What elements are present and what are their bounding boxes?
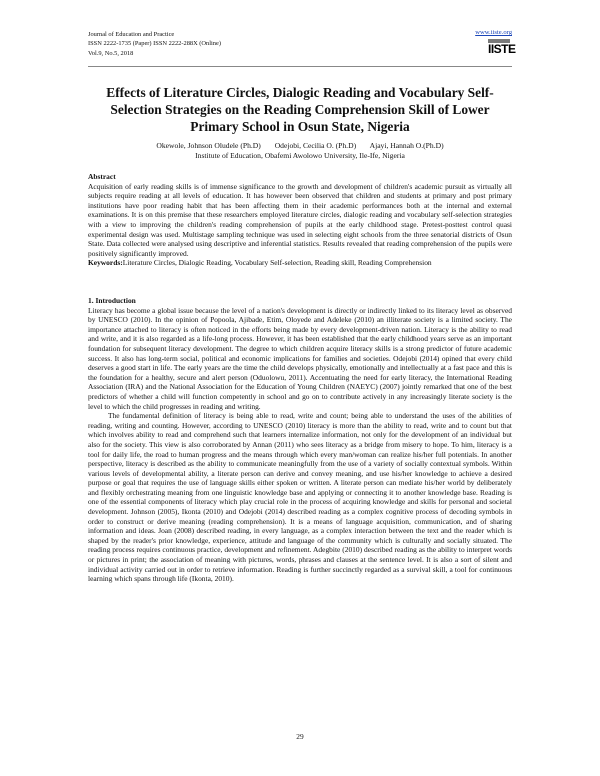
logo-text: IISTE [488, 42, 516, 56]
keywords-line [88, 258, 512, 268]
intro-paragraph-2: The fundamental definition of literacy is being able to read, write and count; being able to understand the uses of the abilities of reading, writing and counting. However, according to UNESCO (2010) literacy is more than the ability to read, write and to count but that which involves ability to read and comprehend such that learners internalize information, not only for the development of an individual but also for the society. This view is also corroborated by Annan (2011) who sees literacy as a bridge from misery to hope. To him, literacy is a tool for daily life, the road to human progress and the means through which every man/woman can realize his/her full potentials. In another perspective, literacy is described as the ability to communicate meaningfully from the use of a variety of socially contextual symbols. Within various levels of developmental ability, a literate person can derive and convey meaning, and use his/her knowledge to achieve a desired purpose or goal that requires the use of language skills either spoken or written. A literate person can mediate his/her world by deliberately and flexibly orchestrating meaning from one linguistic knowledge base and applying or connecting it to another knowledge base. Reading is one of the essential components of literacy which play crucial role in the process of acquiring knowledge and skills for personal and societal development. Johnson (2005), Ikonta (2010) and Odejobi (2014) described reading as a complex cognitive process of decoding symbols in order to construct or derive meaning (reading comprehension). It is a means of language acquisition, communication, and of sharing information and ideas. Joan (2008) described reading, in every language, as a complex interaction between the text and the reader which is shaped by the reader's prior knowledge, experience, attitude and language of the community which is culturally and socially situated. The reading process requires continuous practice, development and refinement. Adegbite (2010) described reading as the ability to interpret words or pictures in print; the association of meaning with pictures, words, phrases and clauses at the sentence level. It is also a sort of silent and individual activity carried out in order to retrieve information. Reading is further succinctly regarded as a survival skill, a tool for continuous learning which spans through life (Ikonta, 2010). [88, 411, 512, 584]
journal-name: Journal of Education and Practice [88, 31, 175, 38]
abstract-heading: Abstract [88, 172, 116, 181]
journal-website-link[interactable]: www.iiste.org [475, 29, 512, 36]
keywords-label: Keywords: [88, 258, 123, 268]
iiste-logo [488, 39, 516, 57]
introduction-heading: 1. Introduction [88, 296, 136, 305]
author-block [88, 141, 512, 161]
author-2: Odejobi, Cecilia O. (Ph.D) [274, 141, 357, 150]
paper-title: Effects of Literature Circles, Dialogic Reading and Vocabulary Self-Selection Strategies on the Reading Comprehension Skill of Lower Primary School in Osun State, Nigeria [106, 85, 494, 134]
header-divider [88, 66, 512, 67]
journal-header [88, 30, 221, 58]
abstract-text: Acquisition of early reading skills is of immense significance to the growth and development of children's academic pursuit as virtually all subjects require reading at all levels of education. It has however been observed that children and students at primary and post primary institutions have poor reading habit that has been affecting them in their academic performances both at the internal and external examinations. It is on this premise that these researchers employed literature circles, dialogic reading and vocabulary self-selection strategies with a view to improving the children's reading comprehension of pupils at the early childhood stage. Pretest-posttest control quasi experimental design was used. Multistage sampling technique was used in selecting eight schools from the three senatorial districts of Osun State. Data collected were analysed using descriptive and inferential statistics. Results revealed that reading comprehension of the pupils were positively significantly improved. [88, 181, 512, 258]
journal-volume: Vol.9, No.5, 2018 [88, 49, 134, 57]
page-number: 29 [296, 732, 304, 741]
journal-issn: ISSN 2222-1735 (Paper) ISSN 2222-288X (Online) [88, 40, 221, 48]
intro-paragraph-1: Literacy has become a global issue because the level of a nation's development is directly or indirectly linked to its literacy level as observed by UNESCO (2010). In the opinion of Popoola, Ajibade, Etim, Oloyede and Adeleke (2010) an illiterate society is a limited society. The importance attached to literacy is often noticed in the efforts being made by every development-driven nation. Literacy is the ability to read and write, and it is also regarded as a life-long process. However, it has been established that the early childhood years serve as an important foundation for subsequent literacy development. The degree to which children acquire literacy skills is a strong predictor of future academic success. It also has long-term social, political and economic implications for families and societies. Odejobi (2014) opined that every child deserves a good start in life. The early years are the time the child develops physically, emotionally and intellectually at a fast pace and this is the foundation for a healthy, secure and alert person (Oduolowu, 2011). Accentuating the need for early literacy, the International Reading Association (IRA) and the National Association for the Education of Young Children (NAEYC) (2007) jointly remarked that one of the best predictors of whether a child will function competently in school and go on to contribute actively in any increasingly literate society is the level to which the child progresses in reading and writing. [88, 305, 512, 411]
abstract-section [88, 172, 512, 268]
author-1: Okewole, Johnson Oludele (Ph.D) [156, 141, 261, 150]
author-3: Ajayi, Hannah O.(Ph.D) [369, 141, 444, 150]
introduction-section [88, 296, 512, 584]
keywords-text: Literature Circles, Dialogic Reading, Vocabulary Self-selection, Reading skill, Reading Comprehension [122, 258, 432, 268]
author-affiliation: Institute of Education, Obafemi Awolowo University, Ile-Ife, Nigeria [195, 151, 405, 160]
